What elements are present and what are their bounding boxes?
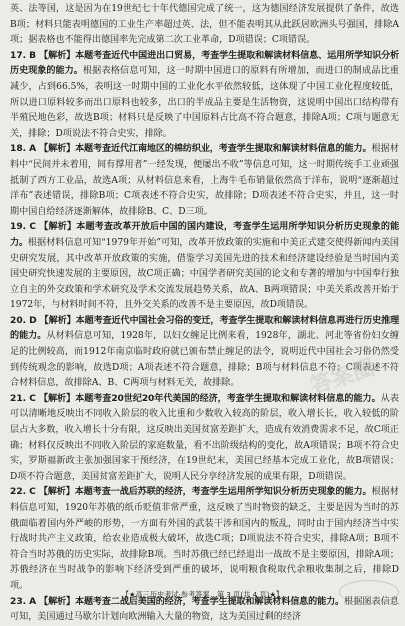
answer-letter: C [29, 487, 36, 498]
answer-letter: A [29, 144, 37, 155]
question-number: 18. [10, 144, 27, 155]
analysis-body: 根据图表信息可知，美国通过马歇尔计划向欧洲输入大量的物资，这为美国过剩的经济 [10, 596, 399, 623]
answer-letter: A [29, 596, 37, 607]
analysis-heading: 【解析】本题考查近代中国社会习俗的变迁，考查学生提取和解读材料信息再进行历史推理的能力。 [10, 315, 399, 342]
analysis-heading: 【解析】本题考查改革开放后中国的国内建设，考查学生运用所学知识分析历史现象的能力。 [10, 222, 399, 248]
answer-letter: C [29, 393, 36, 404]
question-number: 23. [10, 596, 27, 607]
answer-item [10, 220, 399, 314]
analysis-heading: 【解析】本题考查二战后美国的经济，考查学生提取和解读材料信息的能力。 [39, 596, 345, 607]
question-number: 20. [10, 315, 27, 326]
analysis-body: 根据材料中“民间并未着用，间有撑用者”一经发现，便屡出不收”等信息可知，这一时期传统手工业顽强抵制了西方工业品，故选A项；从材料信息来看，上海牛毛布销量依然高于洋布，说明“逐渐超过洋布”表述错误，排除B项；C项表述不符合史实，故排除；D项表述不符合史实，并且，这一时期中国自给经济逐渐解体，故排除B、C、D三项。 [10, 144, 399, 217]
answer-item [10, 142, 399, 220]
answer-list [10, 49, 399, 626]
answer-letter: C [29, 222, 37, 233]
answer-item [10, 49, 399, 143]
analysis-heading: 【解析】本题考查一战后苏联的经济，考查学生运用所学知识分析历史现象的能力。 [38, 487, 372, 498]
analysis-body: 根据材料信息可知，1920年苏俄的纸币贬值非常严重，这反映了当时物资的缺乏，主要是因为当时的苏俄面临着国内外严峻的形势，一方面有外国的武装干涉和国内的叛乱，同时由于国内经济当中实行战时共产主义政策，给农业造成极大破坏，故选C项；D项说法不符合史实，排除A项；B项不符合当时苏俄的历史实际，故排除B项。当时苏俄已经已经退出一战故不是主要原因，排除A项；苏俄经济在当时战争的影响下经济受到严重的破坏，说明粮食税取代余粮收集制之后，排除D项。 [10, 487, 399, 591]
question-number: 21. [10, 393, 27, 404]
watermark-text: 答案圈 [307, 355, 378, 400]
analysis-body: 根据表格信息可知，这一时期中国进口的原料有所增加，而进口的制成品比重减少，占到66.5%，表明这一时期中国的工业化水平依然较低，这体现了中国工业化程度较低，所以进口原料较多而出口原料也较多，出口的半成品主要是生活物资，这说明中国出口结构带有半殖民地色彩，故选B项；材料只是反映了中国原料占比高不符合题意，排除A项；C项与题意无关，排除；D项说法不符合史实，排除。 [10, 66, 399, 139]
question-number: 22. [10, 487, 27, 498]
page-footer: 【★高三历史考试·参考答案 第 3 页(共 4 页)★】 [121, 590, 284, 599]
analysis-body: 从材料信息可知，1928年，以妇女缠足比例来看，1928年，湖北、河北等省份妇女缠足的比例较高，而1912年南京临时政府就已颁布禁止缠足的法令，说明近代中国社会习俗仍然受到传统观念的影响，故选D项；A项表述不符合题意，排除；B项与材料信息不符；C项表述不符合材料信息，故排除A、B、C两项与材料无关，故排除。 [10, 331, 399, 389]
intro-paragraph: 英、法等国，这是因为在19世纪七十年代德国完成了统一，这为德国经济发展提供了条件，故选B项；材料只能表明德国的工业生产率超过英、法，但不能表明其从此跃居欧洲头号强国，排除A项；据表格也不能得出德国率先完成第二次工业革命，D项错误；C项错误。 [10, 4, 399, 46]
analysis-heading: 【解析】本题考查近代中国进出口贸易，考查学生提取和解读材料信息、运用所学知识分析历史现象的能力。 [10, 50, 399, 77]
answer-letter: B [29, 50, 37, 61]
answer-letter: D [29, 315, 37, 326]
question-number: 19. [10, 222, 27, 233]
analysis-body: 根据材料信息可知“1979年开始”可知，改革开放政策的实施和中美正式建交使得新闻内美国史研究发展，其中改革开放政策的实施，借鉴学习美国先进的技术和经济建设经验是当时国内美国史研究快速发展的主要原因，故C项正确；中国学者研究美国的论文和专著的增加与中国奉行独立自主的外交政策和学术研究及学术交流发展趋势关系，故A、B两项错误；中美关系改善开始于1972年，与材料时间不符，且外交关系的改善不是主要原因，故D项错误。 [10, 237, 399, 311]
answer-item [10, 485, 399, 594]
watermark-stamp-icon [339, 580, 399, 604]
analysis-body: 从表可以清晰地反映出不同收入阶层的收入比重和少数收入较高的阶层，收入增长长，收入较低的阶层占大多数，收入增长十分有限，这反映出美国贫富差距扩大，造成有效消费需求不足，故C项正确；材料仅反映出不同收入阶层的家庭数量，看不出阶级结构的变化，故A项错误；B项不符合史实，罗斯福新政主张加强国家干预经济，在19世纪末，美国已经基本完成工业化，故B项错误；D项不符合题意，美国贫富差距扩大，说明人民分享经济发展的成果有限，D项错误。 [10, 393, 399, 482]
answer-item [10, 392, 399, 486]
question-number: 17. [10, 50, 27, 61]
analysis-heading: 【解析】本题考查近代江南地区的棉纺织业，考查学生提取和解读材料信息的能力。 [39, 144, 372, 155]
analysis-heading: 【解析】本题考查20世纪20年代美国的经济，考查学生提取和解读材料信息的能力。 [38, 393, 381, 404]
